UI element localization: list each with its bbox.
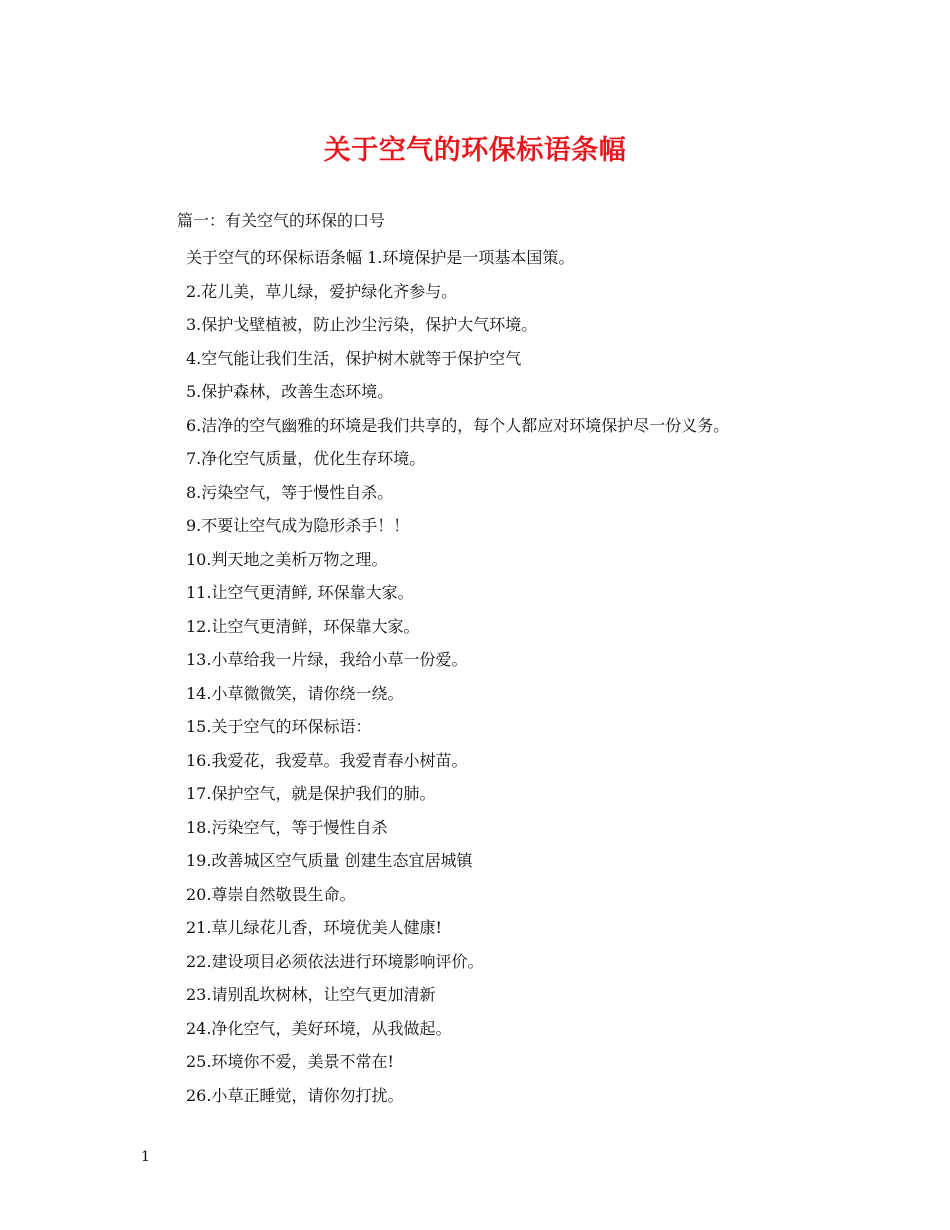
slogan-line: 2.花儿美，草儿绿，爱护绿化齐参与。 [186,281,458,301]
slogan-line: 11.让空气更清鲜, 环保靠大家。 [186,583,414,602]
page-number: 1 [141,1149,150,1165]
slogan-line: 22.建设项目必须依法进行环境影响评价。 [186,951,484,971]
slogan-line: 7.净化空气质量，优化生存环境。 [186,449,426,468]
slogan-line: 21.草儿绿花儿香，环境优美人健康! [186,918,442,937]
slogan-line: 25.环境你不爱，美景不常在! [186,1052,394,1071]
slogan-line: 14.小草微微笑，请你绕一绕。 [186,683,404,703]
slogan-line: 26.小草正睡觉，请你勿打扰。 [186,1085,404,1105]
slogan-list [186,241,729,1112]
slogan-line: 8.污染空气，等于慢性自杀。 [186,482,394,502]
slogan-line: 5.保护森林，改善生态环境。 [186,382,394,401]
slogan-line: 关于空气的环保标语条幅 1.环境保护是一项基本国策。 [186,248,575,267]
slogan-line: 12.让空气更清鲜，环保靠大家。 [186,616,420,636]
slogan-line: 10.判天地之美析万物之理。 [186,549,388,569]
slogan-line: 16.我爱花，我爱草。我爱青春小树苗。 [186,750,468,770]
slogan-line: 20.尊崇自然敬畏生命。 [186,884,356,904]
slogan-line: 15.关于空气的环保标语： [186,717,372,736]
page-title: 关于空气的环保标语条幅 [323,135,627,166]
slogan-line: 23.请别乱坎树林，让空气更加清新 [186,985,436,1004]
slogan-line: 4.空气能让我们生活，保护树木就等于保护空气 [186,348,522,368]
slogan-line: 9.不要让空气成为隐形杀手！！ [186,516,410,535]
section-heading: 篇一：有关空气的环保的口号 [177,211,386,230]
slogan-line: 18.污染空气，等于慢性自杀 [186,817,388,837]
slogan-line: 6.洁净的空气幽雅的环境是我们共享的，每个人都应对环境保护尽一份义务。 [186,415,730,435]
slogan-line: 17.保护空气，就是保护我们的肺。 [186,784,436,803]
slogan-line: 24.净化空气，美好环境，从我做起。 [186,1018,452,1038]
slogan-line: 3.保护戈壁植被，防止沙尘污染，保护大气环境。 [186,315,538,334]
slogan-line: 19.改善城区空气质量 创建生态宜居城镇 [186,851,473,870]
slogan-line: 13.小草给我一片绿，我给小草一份爱。 [186,650,468,669]
